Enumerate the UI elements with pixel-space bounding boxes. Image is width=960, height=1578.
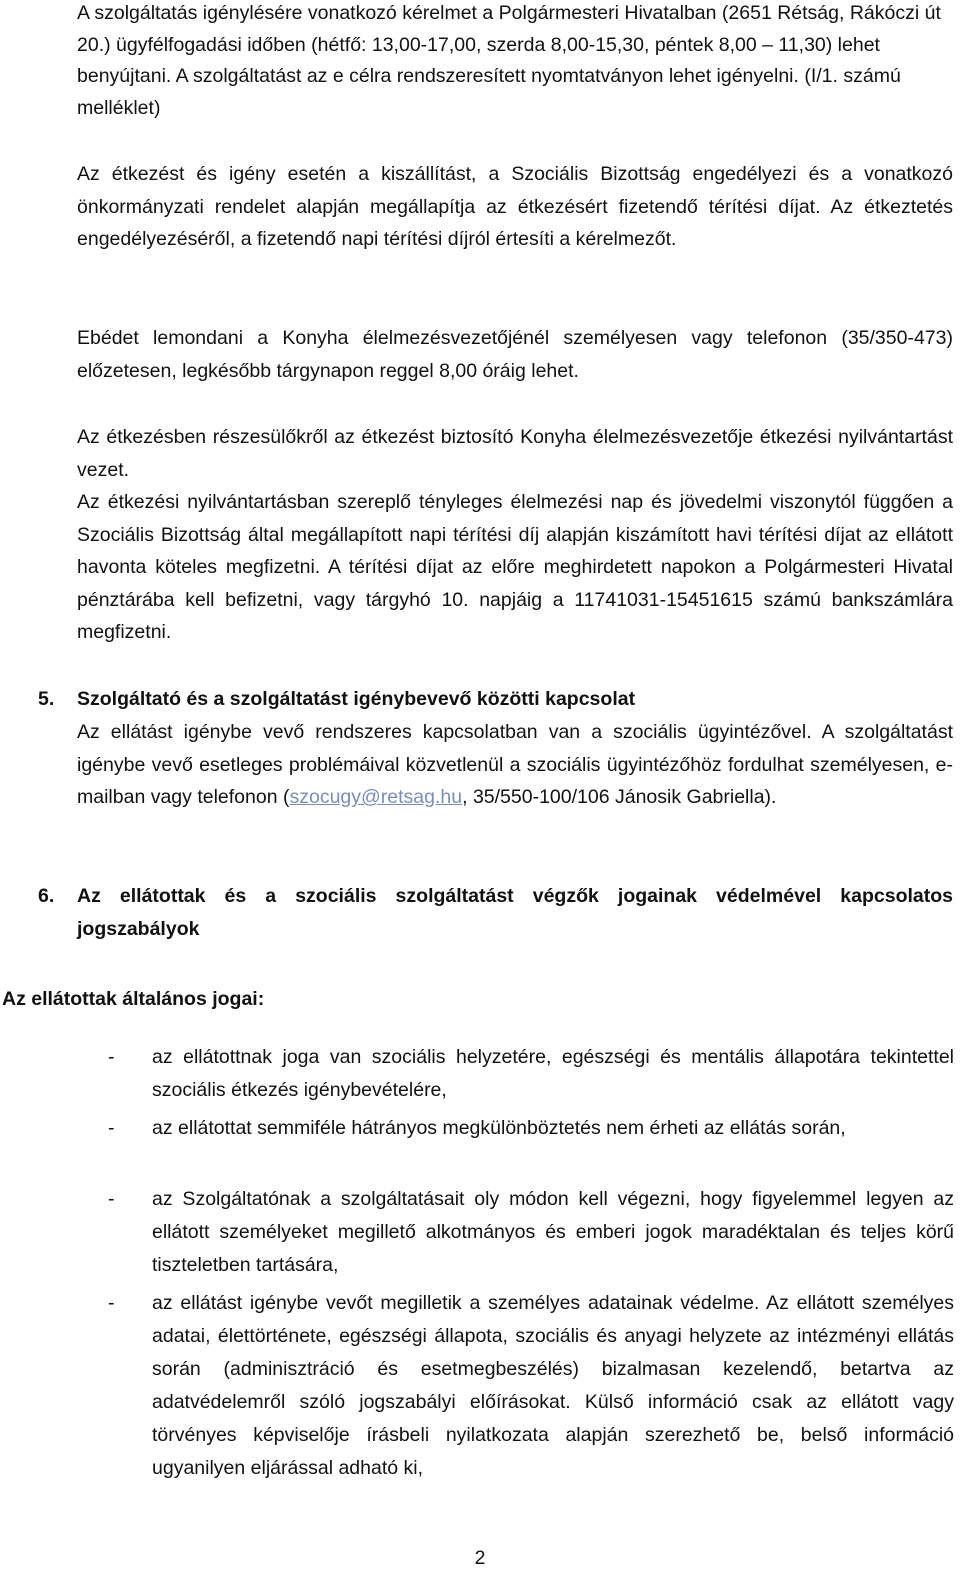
- dash-marker: -: [108, 1292, 115, 1314]
- section-6-heading: [0, 880, 953, 946]
- section-5-number: 5.: [38, 688, 55, 710]
- email-link[interactable]: szocugy@retsag.hu: [289, 786, 463, 809]
- rights-title: Az ellátottak általános jogai:: [2, 988, 265, 1010]
- dash-marker: -: [108, 1046, 115, 1068]
- contact-paragraph: [77, 716, 953, 814]
- section-6-title: Az ellátottak és a szociális szolgáltatást végzők jogainak védelmével kapcsolatos jogszabályok: [77, 885, 953, 940]
- lunch-cancel-paragraph: Ebédet lemondani a Konyha élelmezésvezetőjénél személyesen vagy telefonon (35/350-473) előzetesen, legkésőbb tárgynapon reggel 8,00 óráig lehet.: [77, 327, 953, 382]
- fee-paragraph: Az étkezési nyilvántartásban szereplő tényleges élelmezési nap és jövedelmi viszonytól függően a Szociális Bizottság által megállapított napi térítési díj alapján kiszámított havi térítési díjat az ellátott havonta köteles megfizetni. A térítési díjat az előre meghirdetett napokon a Polgármesteri Hivatal pénztárába kell befizetni, vagy tárgyhó 10. napjáig a 11741031-15451615 számú bankszámlára megfizetni.: [77, 491, 953, 644]
- rights-item-text: az ellátottnak joga van szociális helyzetére, egészségi és mentális állapotára tekintettel szociális étkezés igénybevételére,: [152, 1046, 954, 1101]
- application-paragraph: A szolgáltatás igénylésére vonatkozó kérelmet a Polgármesteri Hivatalban (2651 Rétság, Rákóczi út 20.) ügyfélfogadási időben (hétfő: 13,00-17,00, szerda 8,00-15,30, péntek 8,00 – 11,30) lehet benyújtani. A szolgáltatást az e célra rendszeresített nyomtatványon lehet igényelni. (I/1. számú melléklet): [77, 2, 941, 119]
- contact-text-before: Az ellátást igénybe vevő rendszeres kapcsolatban van a szociális ügyintézővel. A szolgáltatást igénybe vevő esetleges problémáival közvetlenül a szociális ügyintézőhöz fordulhat személyesen, e-mailban vagy telefonon (: [77, 721, 953, 809]
- dash-marker: -: [108, 1117, 115, 1139]
- dash-marker: -: [108, 1188, 115, 1210]
- rights-item-text: az ellátást igénybe vevőt megilletik a személyes adatainak védelme. Az ellátott személyes adatai, élettörténete, egészségi állapota, szociális és anyagi helyzete az intézményi ellátás során (adminisztráció és esetmegbeszélés) bizalmasan kezelendő, betartva az adatvédelemről szóló jogszabályi előírásokat. Külső információ csak az ellátott vagy törvényes képviselője írásbeli nyilatkozata alapján szerezhető be, belső információ ugyanilyen eljárással adható ki,: [152, 1292, 954, 1479]
- records-paragraph: Az étkezésben részesülőkről az étkezést biztosító Konyha élelmezésvezetője étkezési nyilvántartást vezet.: [77, 426, 953, 481]
- page-number: 2: [474, 1547, 486, 1569]
- contact-text-after: , 35/550-100/106 Jánosik Gabriella).: [462, 786, 777, 809]
- section-5-title: Szolgáltató és a szolgáltatást igénybevevő közötti kapcsolat: [77, 688, 636, 710]
- rights-item-text: az ellátottat semmiféle hátrányos megkülönböztetés nem érheti az ellátás során,: [152, 1117, 846, 1139]
- section-6-number: 6.: [38, 885, 55, 907]
- approval-paragraph: Az étkezést és igény esetén a kiszállítást, a Szociális Bizottság engedélyezi és a vonatkozó önkormányzati rendelet alapján megállapítja az étkezésért fizetendő térítési díjat. Az étkeztetés engedélyezéséről, a fizetendő napi térítési díjról értesíti a kérelmezőt.: [77, 163, 953, 251]
- rights-item-text: az Szolgáltatónak a szolgáltatásait oly módon kell végezni, hogy figyelemmel legyen az ellátott személyeket megillető alkotmányos és emberi jogok maradéktalan és teljes körű tiszteletben tartására,: [152, 1188, 954, 1276]
